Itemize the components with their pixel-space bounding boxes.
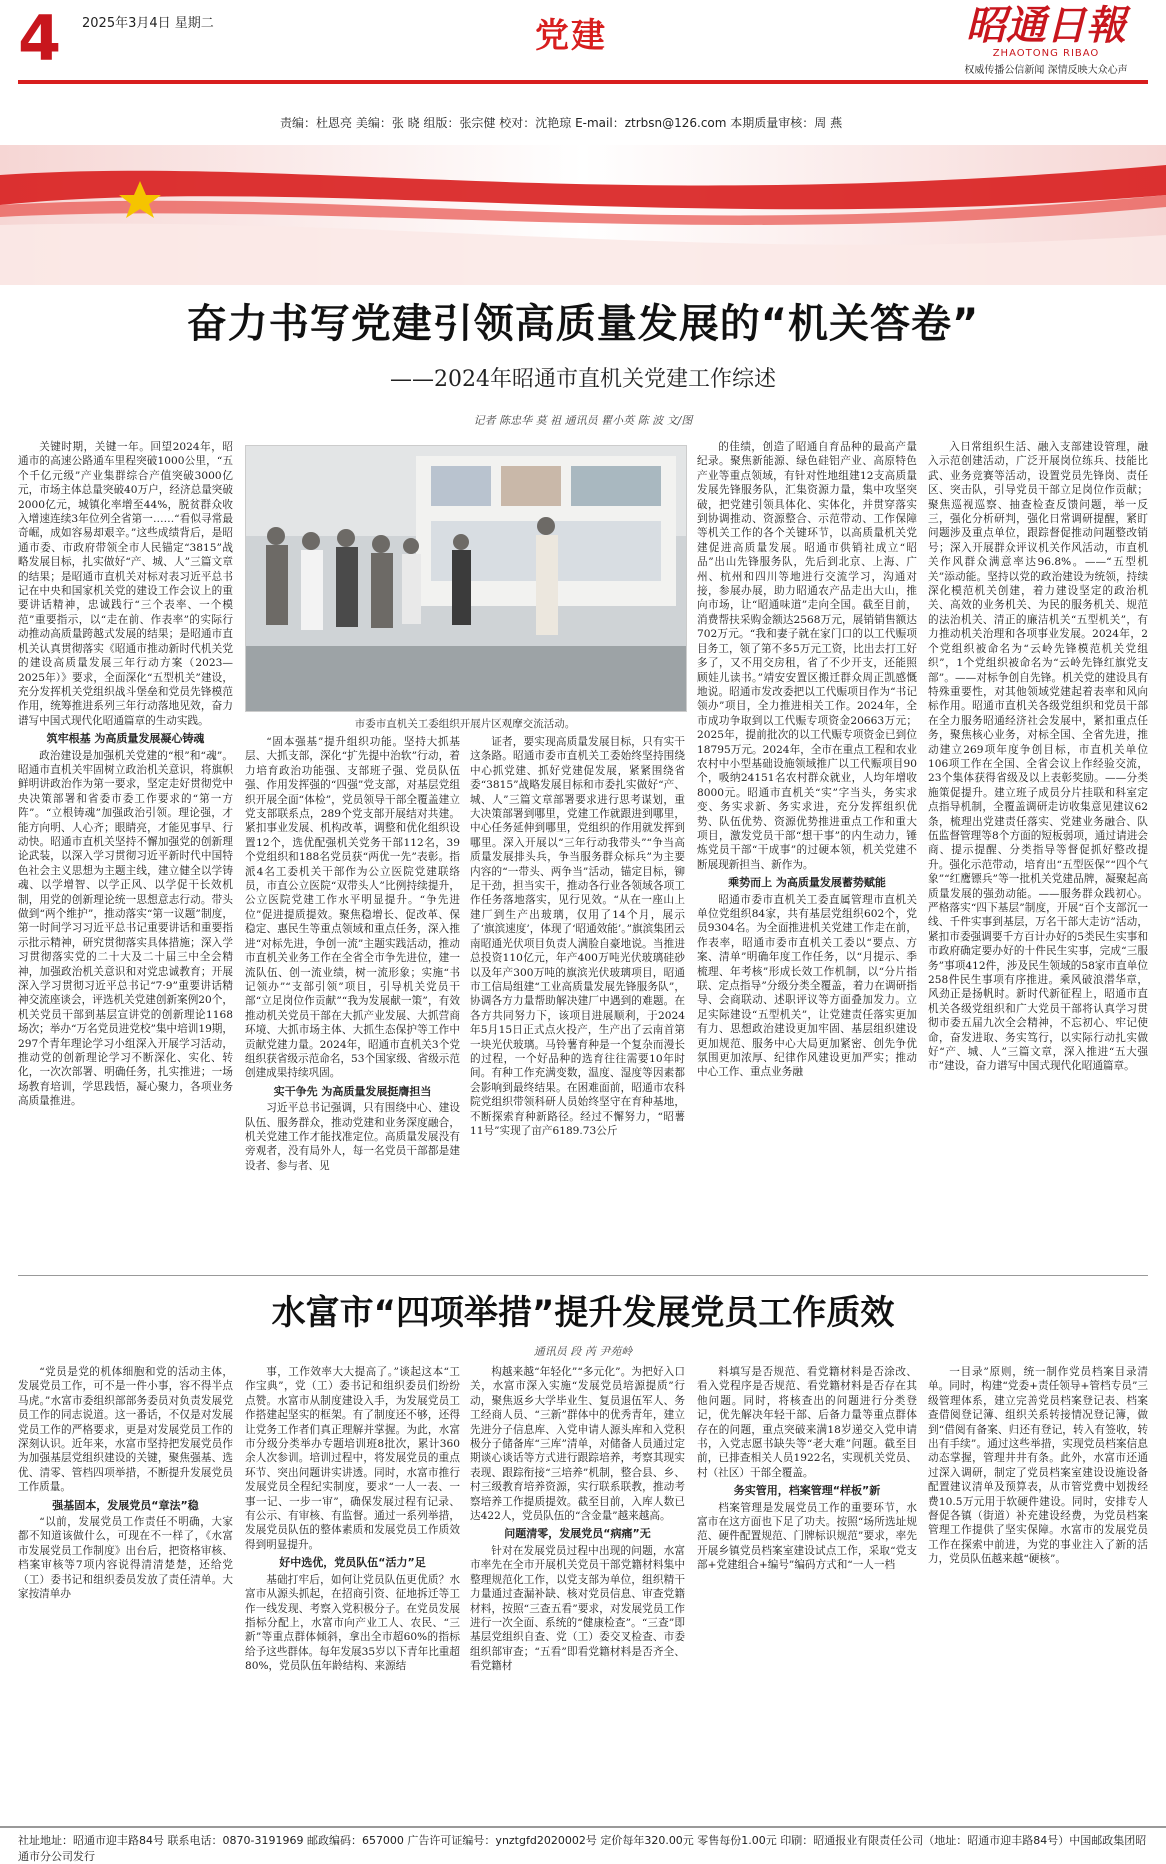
- article1-title: 奋力书写党建引领高质量发展的“机关答卷”: [186, 301, 980, 347]
- article1-para: “固本强基”提升组织功能。坚持大抓基层、大抓支部，深化“扩先提中治软”行动，着力培育政治功能强、支部班子强、党员队伍强、作用发挥强的“四强”党支部，对基层党组织开展全面“体检”，党员领导干部全覆盖建立党支部联系点，289个党支部开展结对共建。紧扣事业发展、机构改革，调整和优化组织设置12个，选优配强机关党务干部112名，39个党组织和188名党员获“两优一先”表彰。指派4名工委机关干部作为公立医院党建联络员，市直公立医院“双带头人”比例持续提升，公立医院党建工作水平明显提升。“争先进位”促进提质提效。聚焦稳增长、促改革、保稳定、惠民生等重点领域和重点任务，深入推进“对标先进，争创一流”主题实践活动，推动市直机关业务工作在全省全市争先进位，建一流队伍、创一流业绩，树一流形象；实施“书记领办”“支部引领”项目，引导机关党员干部“立足岗位作贡献”“我为发展献一策”，有效推动机关党员干部在大抓产业发展、大抓营商环境、大抓市场主体、大抓生态保护等工作中贡献党建力量。2024年，昭通市直机关3个党组织获省级示范命名，53个国家级、省级示范创建成果持续巩固。: [245, 736, 460, 1080]
- article2-column-2: [245, 1365, 460, 1820]
- article1-subheading-3: 乘势而上 为高质量发展蓄势赋能: [728, 876, 886, 890]
- article1-column-1: [18, 440, 233, 1270]
- page-header: [0, 0, 1166, 140]
- article2-column-4: [697, 1365, 917, 1820]
- article1-para: 政治建设是加强机关党建的“根”和“魂”。昭通市直机关牢固树立政治机关意识，将旗帜鲜明讲政治作为第一要求，坚定走好贯彻党中央决策部署和省委市委工作要求的“第一方阵”。“立根铸魂”加强政治引领。理论强，才能方向明、人心齐；眼睛亮，才能见事早、行动快。昭通市直机关坚持不懈加强党的创新理论武装，以深入学习贯彻习近平新时代中国特色社会主义思想为主题主线，建立健全以学铸魂、以学增智、以学正风、以学促干长效机制，用党的创新理论统一思想意志行动。带头做到“两个维护”，推动落实“第一议题”制度，第一时间学习习近平总书记重要讲话和重要指示批示精神，研究贯彻落实具体措施；深入学习贯彻落实党的二十大及二十届三中全会精神，加强政治机关意识和对党忠诚教育；开展深入学习贯彻习近平总书记“7·9”重要讲话精神交流座谈会，评选机关党建创新案例20个，机关党员干部到基层宣讲党的创新理论1168场次；举办“万名党员进党校”集中培训19期，297个青年理论学习小组深入开展学习活动，推动党的创新理论学习不断深化、实化、转化，一次次部署、明确任务，扎实推进；一场场教育培训，学思践悟，凝心聚力，各项业务高质量推进。: [18, 749, 233, 1108]
- masthead-chinese: 昭通日報: [966, 2, 1126, 49]
- exhibition-photo-graphic: [246, 446, 686, 711]
- article2-para: 基础打牢后，如何让党员队伍更优质？水富市从源头抓起，在招商引资、征地拆迁等工作一线发现、考察入党积极分子。在党员发展指标分配上，水富市向产业工人、农民、“三新”等重点群体倾斜，拿出全市超60%的指标给予这些群体。每年发展35岁以下青年比重超80%，党员队伍年龄结构、来源结: [245, 1573, 460, 1673]
- article2-subheading-4: 务实管用，档案管理“样板”新: [733, 1484, 881, 1498]
- section-title: 党建: [535, 16, 607, 56]
- editor-credits: 责编：杜恩亮 美编：张 晓 组版：张宗健 校对：沈艳琼 E-mail：ztrbsn@126.com 本期质量审核：周 燕: [280, 116, 843, 130]
- page-number: 4: [18, 2, 62, 75]
- article2-byline: 通讯员 段 芮 尹苑岭: [533, 1345, 633, 1358]
- article1-para: 昭通市委市直机关工委直属管理市直机关单位党组织84家，共有基层党组织602个，党员9304名。为全面推进机关党建工作走在前，作表率，昭通市委市直机关工委以“要点、方案、清单”明确年度工作任务，以“月提示、季梳理、年考核”形成长效工作机制，以“分片指联、定点指导”分级分类全覆盖，着力在调研指导、会商联动、述职评议等方面叠加发力。立足实际建设“五型机关”，让党建责任落实更加有力、思想政治建设更加牢固、基层组织建设更加规范、服务中心大局更加紧密、创先争优氛围更加浓厚、纪律作风建设更加严实；推动中心工作、重点业务融: [697, 893, 917, 1079]
- article1-column-3: [470, 735, 685, 1270]
- header-rule: [18, 80, 1148, 84]
- article2-para: “以前，发展党员工作责任不明确，大家都不知道该做什么，可现在不一样了，《水富市发展党员工作制度》出台后，把资格审核、档案审核等7项内容说得清清楚楚，还给党（工）委书记和组织委员发放了责任清单。大家按清单办: [18, 1516, 233, 1601]
- article2-para: “党员是党的机体细胞和党的活动主体，发展党员工作，可不是一件小事，容不得半点马虎。”水富市委组织部部务委员对负责发展党员工作的同志说道。这一番话，不仅是对发展党员工作的严格要求，更是对发展党员工作的深刻认识。近年来，水富市坚持把发展党员作为加强基层党组织建设的关键，聚焦强基、选优、清零、管档四项举措，不断提升发展党员工作质量。: [18, 1366, 233, 1494]
- banner-graphic: [0, 145, 1166, 285]
- article2-para: 料填写是否规范、看党籍材料是否涂改、看入党程序是否规范、看党籍材料是否存在其他问题。同时，将核查出的问题进行分类登记，优先解决年轻干部、后备力量等重点群体存在的问题，重点突破来满18岁递交入党申请书，入党志愿书缺失等“老大难”问题。截至目前，已排查相关人员1922名，实现机关党员、村（社区）干部全覆盖。: [697, 1366, 917, 1479]
- article1-photo: [245, 445, 687, 712]
- article1-column-2: [245, 735, 460, 1270]
- article1-photo-caption: 市委市直机关工委组织开展片区观摩交流活动。: [354, 718, 576, 730]
- page-footer: 社址地址：昭通市迎丰路84号 联系电话：0870-3191969 邮政编码：657000 广告许可证编号：ynztgfd2020002号 定价每年320.00元 零售每份1.00元 印刷：昭通报业有限责任公司（地址：昭通市迎丰路84号）中国邮政集团昭通市分公司发行: [0, 1826, 1166, 1849]
- article2-para: 针对在发展党员过程中出现的问题，水富市率先在全市开展机关党员干部党籍材料集中整理规范化工作，以党支部为单位，组织精干力量通过查漏补缺、核对党员信息、审查党籍材料，按照“三查五看”要求，对发展党员工作进行一次全面、系统的“健康检查”。“三查”即基层党组织自查、党（工）委交叉检查、市委组织部审查；“五看”即看党籍材料是否齐全、看党籍材: [470, 1544, 685, 1673]
- article1-para: 证者，要实现高质量发展目标，只有实干这条路。昭通市委市直机关工委始终坚持围绕中心抓党建、抓好党建促发展，紧紧围绕省委“3815”战略发展目标和市委扎实做好“产、城、人”三篇文章部署要求进行思考谋划，重大决策部署到哪里，党建工作就跟进到哪里，中心任务延伸到哪里，党组织的作用就发挥到哪里。深入开展以“三年行动我带头”“争当高质量发展排头兵，争当服务群众标兵”为主要内容的“一带头、两争当”活动，锚定目标，铆足干劲，担当实干，推动各行业各领域各项工作任务落地落实，见行见效。“从在一座山上建厂到生产出玻璃，仅用了14个月，展示了‘旗滨速度’，体现了‘昭通效能’。”旗滨集团云南昭通光伏项目负责人满脸自豪地说。当推进总投资110亿元，年产400万吨光伏玻璃硅砂以及年产300万吨的旗滨光伏玻璃项目，昭通市工信局组建“工业高质量发展先锋服务队”，协调各方力量帮助解决建厂中遇到的难题。在各方共同努力下，该项目进展顺利，于2024年5月15日正式点火投产，生产出了云南首第一块光伏玻璃。马铃薯育种是一个复杂而漫长的过程，一个好品种的选育往往需要10年时间。有种工作充满变数，温度、湿度等因素都会影响到最终结果。在困难面前，昭通市农科院党组织带领科研人员始终坚守在育种基地，不断探索育种新路径。经过不懈努力，“昭薯11号”实现了亩产6189.73公斤: [470, 736, 685, 1137]
- article2-para: 构越来越“年轻化”“多元化”。为把好入口关，水富市深入实施“发展党员培源提质”行动，聚焦返乡大学毕业生、复员退伍军人、务工经商人员、“三新”群体中的优秀青年，建立先进分子信息库、入党申请人源头库和入党积极分子储备库“三库”清单，对储备人员通过定期谈心谈话等方式进行跟踪培养，考察其现实表现、跟踪衔接“三培养”机制，整合县、乡、村三级教育培养资源，实行联系联教，推动考察培养工作提质提效。截至目前，入库人数已达422人，党员队伍的“含金量”越来越高。: [470, 1366, 685, 1523]
- article2-subheading-2: 好中选优，党员队伍“活力”足: [279, 1556, 426, 1570]
- article1-para: 的佳绩，创造了昭通自育品种的最高产量纪录。聚焦新能源、绿色硅铝产业、高原特色产业等重点领域，有针对性地组建12支高质量发展先锋服务队，汇集资源力量，集中攻坚突破，把党建引领具体化、实体化，并贯穿落实到协调推动、资源整合、示范带动、工作保障等机关工作的各个关键环节，以高质量机关党建促进高质量发展。昭通市供销社成立“昭品”出山先锋服务队，先后到北京、上海、广州、杭州和四川等地进行交流学习，沟通对接，参展办展，助力昭通农产品走出大山，推向市场，让“昭通味道”走向全国。截至目前，消费帮扶采购金额达2568万元，展销销售额达702万元。“我和妻子就在家门口的以工代赈项目务工，领了第不多5万元工资，比出去打工好多了，又不用交房租，省了不少开支，还能照顾娃儿读书。”靖安安置区搬迁群众周正凯感慨地说。昭通市发改委把以工代赈项目作为“书记领办”项目，全力推进相关工作。2024年，全市成功争取到以工代赈专项资金20663万元；2025年，提前批次的以工代赈专项资金已到位18795万元。2024年，全市在重点工程和农业农村中小型基础设施领域推广以工代赈项目90个，吸纳24151名农村群众就业，人均年增收8000元。昭通市直机关“实”字当头，务实求变、务实求新、务实求进，充分发挥组织优势、队伍优势、资源优势推进重点工作和重大项目，激发党员干部“想干事”的内生动力，锤炼党员干部“干成事”的过硬本领，机关党建不断展现新担当、新作为。: [697, 441, 917, 871]
- article2-title: 水富市“四项举措”提升发展党员工作质效: [271, 1293, 895, 1333]
- article2-column-3: [470, 1365, 685, 1820]
- article-divider: [18, 1275, 1148, 1276]
- article2-para: 事，工作效率大大提高了。”谈起这本“工作宝典”，党（工）委书记和组织委员们纷纷点赞。水富市从制度建设入手，为发展党员工作搭建起坚实的框架。有了制度还不够，还得让党务工作者们真正理解并掌握。为此，水富市分级分类举办专题培训班8批次，累计360余人次参训。培训过程中，将发展党员的重点环节、突出问题讲实讲透。同时，水富市推行发展党员全程纪实制度，要求“一人一表、一事一记、一步一审”，确保发展过程有记录、有公示、有审核、有监督。通过一系列举措，发展党员队伍的整体素质和发展党员工作质效得到明显提升。: [245, 1366, 460, 1551]
- article1-para: 入日常组织生活、融入支部建设管理，融入示范创建活动，广泛开展岗位练兵、技能比武、业务竞赛等活动，设置党员先锋岗、责任区、突击队，引导党员干部立足岗位作贡献；聚焦巡视巡察、抽查检查反馈问题，举一反三，强化分析研判，强化日常调研提醒，紧盯问题涉及重点单位，跟踪督促推动问题整改销号；深入开展群众评议机关作风活动，市直机关作风群众满意率达96.8%。——“五型机关”添动能。坚持以党的政治建设为统领，持续深化模范机关创建，着力建设坚定的政治机关、高效的业务机关、为民的服务机关、规范的法治机关、清正的廉洁机关“五型机关”，有力推动机关治理和各项事业发展。2024年，2个党组织被命名为“云岭先锋模范机关党组织”，1个党组织被命名为“云岭先锋红旗党支部”。——对标争创自先锋。机关党的建设具有特殊重要性，对其他领域党建起着表率和风向标作用。昭通市直机关各级党组织和党员干部在全力服务昭通经济社会发展中，紧扣重点任务，聚焦核心业务，对标全国、全省先进，推动建立269项年度争创目标，市直机关单位106项工作在全国、全省会议上作经验交流，23个集体获得省级及以上表彰奖励。——分类施策促提升。建立班子成员分片挂联和科室定点指导机制，全覆盖调研走访收集意见建议62条，梳理出党建责任落实、党建业务融合、队伍监督管理等8个方面的短板弱项，通过请进会商、提示提醒、分类指导等督促抓好整改提升。强化示范带动，培育出“五型医保”“四个气象”“红鹰镖兵”等一批机关党建品牌，凝聚起高质量发展的强劲动能。——服务群众践初心。严格落实“四下基层”制度，开展“百个支部沉一线、千件实事到基层，万名干部大走访”活动，紧扣市委强调要千方百计办好的5类民生实事和市政府确定要办好的十件民生实事，完成“三服务”事项412件，涉及民生领域的58家市直单位258件民生事项有序推进。乘风破浪潜华章，风劲正是扬帆时。新时代新征程上，昭通市直机关各级党组织和广大党员干部将认真学习贯彻市委五届九次全会精神，不忘初心、牢记使命，奋发进取、务实笃行，以实际行动扎实做好“产、城、人”三篇文章，深入推进“五大强市”建设，奋力谱写中国式现代化昭通篇章。: [928, 441, 1148, 1073]
- decorative-banner: [0, 145, 1166, 285]
- article1-column-5: [928, 440, 1148, 1270]
- newspaper-masthead: [946, 4, 1146, 76]
- masthead-english: ZHAOTONG RIBAO: [992, 48, 1100, 59]
- article2-column-5: [928, 1365, 1148, 1820]
- article1-subtitle: ——2024年昭通市直机关党建工作综述: [390, 367, 776, 392]
- article2-para: 一目录”原则，统一制作党员档案目录清单。同时，构建“党委+责任领导+管档专员”三级管理体系，建立完善党员档案登记表、档案查借阅登记簿、组织关系转接情况登记簿，做到“借阅有备案、归还有登记，转入有签收，转出有手续”。通过这些举措，实现党员档案信息动态掌握，管理井井有条。此外，水富市还通过深入调研，制定了党员档案室建设设施设备配置建议清单及预算表，从市管党费中划拨经费10.5万元用于软硬件建设。同时，安排专人督促各镇（街道）补充建设经费，为党员档案管理工作提供了坚实保障。水富市的发展党员工作在探索中前进，为党的事业注入了新的活力，党员队伍越来越“硬核”。: [928, 1366, 1148, 1566]
- article1-para: 习近平总书记强调，只有围绕中心、建设队伍、服务群众，推动党建和业务深度融合，机关党建工作才能找准定位。高质量发展没有旁观者，没有局外人，每一名党员干部都是建设者、参与者、见: [245, 1102, 460, 1172]
- article1-byline: 记者 陈忠华 莫 祖 通讯员 瞿小英 陈 波 文/图: [473, 414, 693, 427]
- article1-column-4: [697, 440, 917, 1270]
- masthead-slogan: 权威传播公信新闻 深情反映大众心声: [964, 65, 1128, 76]
- article2-column-1: [18, 1365, 233, 1820]
- article1-para: 关键时期，关键一年。回望2024年，昭通市的高速公路通车里程突破1000公里，“五个千亿元级”产业集群综合产值突破3000亿元，市场主体总量突破40万户，经济总量突破2000亿元，城镇化率增至44%，脱贫群众收入增速连续3年位列全省第一……“看似寻常最奇崛，成如容易却艰辛。”这些成绩背后，是昭通市委、市政府带领全市人民锚定“3815”战略发展目标，扎实做好“产、城、人”三篇文章的结果；是昭通市直机关对标对表习近平总书记在中央和国家机关党的建设工作会议上的重要讲话精神，忠诚践行“三个表率、一个模范”重要指示，以“走在前、作表率”的实际行动推动高质量跨越式发展的结果；是昭通市直机关认真贯彻落实《昭通市推动新时代机关党的建设高质量发展三年行动方案（2023—2025年）》要求，全面深化“五型机关”建设，充分发挥机关党组织战斗堡垒和党员先锋模范作用，统筹推进系列三年行动落地见效，奋力谱写中国式现代化昭通篇章的生动实践。: [18, 441, 233, 727]
- date-line: 2025年3月4日 星期二: [82, 16, 214, 31]
- article2-para: 档案管理是发展党员工作的重要环节，水富市在这方面也下足了功夫。按照“场所选址规范、硬件配置规范、门牌标识规范”要求，率先开展乡镇党员档案室建设试点工作，采取“党支部+党建组合+编号”编码方式和“一人一档: [697, 1501, 917, 1572]
- article1-subheading-2: 实干争先 为高质量发展挺膺担当: [273, 1084, 432, 1098]
- article1-subheading-1: 筑牢根基 为高质量发展凝心铸魂: [46, 732, 205, 746]
- article2-subheading-1: 强基固本，发展党员“章法”稳: [52, 1498, 199, 1512]
- article2-subheading-3: 问题清零，发展党员“病痛”无: [504, 1527, 651, 1541]
